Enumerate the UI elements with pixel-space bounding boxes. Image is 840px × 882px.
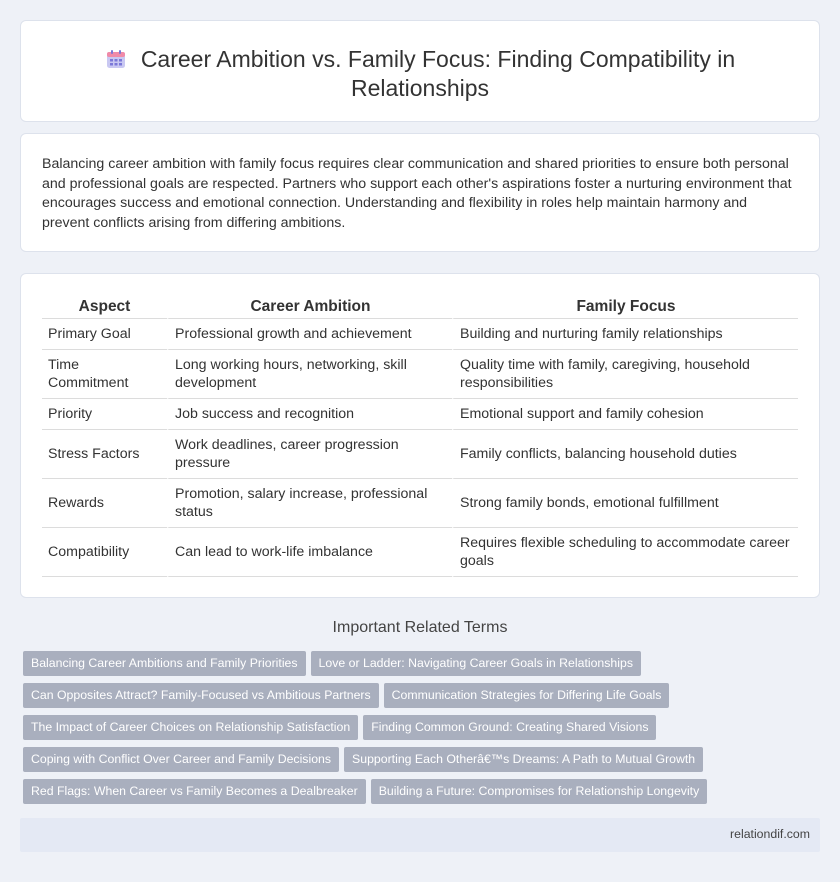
- cell-aspect: Priority: [42, 399, 167, 430]
- related-term-tag[interactable]: Red Flags: When Career vs Family Becomes a Dealbreaker: [23, 779, 366, 804]
- related-term-tag[interactable]: Supporting Each Otherâ€™s Dreams: A Path to Mutual Growth: [344, 747, 703, 772]
- cell-family: Strong family bonds, emotional fulfillment: [452, 479, 798, 528]
- table-row: [42, 430, 798, 479]
- cell-family: Building and nurturing family relationships: [452, 319, 798, 350]
- cell-family: Emotional support and family cohesion: [452, 399, 798, 430]
- cell-family: Quality time with family, caregiving, household responsibilities: [452, 350, 798, 399]
- table-row: [42, 479, 798, 528]
- title-card: [20, 20, 820, 122]
- cell-career: Long working hours, networking, skill development: [167, 350, 452, 399]
- cell-family: Requires flexible scheduling to accommodate career goals: [452, 528, 798, 577]
- related-terms-list: [23, 651, 823, 811]
- calendar-icon: [105, 48, 127, 70]
- table-header-row: [42, 295, 798, 319]
- table-row: [42, 350, 798, 399]
- related-term-tag[interactable]: Coping with Conflict Over Career and Family Decisions: [23, 747, 339, 772]
- related-term-tag[interactable]: Balancing Career Ambitions and Family Priorities: [23, 651, 306, 676]
- title-line-2: Relationships: [350, 75, 490, 101]
- related-terms-title: Important Related Terms: [332, 619, 508, 636]
- intro-text: Balancing career ambition with family focus requires clear communication and shared priorities to ensure both personal and professional goals are respected. Partners who support each other's aspirations foster a nurturing environment that encourages success and emotional connection. Understanding and flexibility in roles help maintain harmony and prevent conflicts arising from differing ambitions.: [42, 156, 792, 231]
- related-term-tag[interactable]: Building a Future: Compromises for Relationship Longevity: [371, 779, 708, 804]
- header-aspect: Aspect: [42, 295, 167, 319]
- cell-aspect: Time Commitment: [42, 350, 167, 399]
- footer-site-link[interactable]: relationdif.com: [730, 827, 810, 841]
- cell-family: Family conflicts, balancing household duties: [452, 430, 798, 479]
- related-term-tag[interactable]: Can Opposites Attract? Family-Focused vs Ambitious Partners: [23, 683, 379, 708]
- cell-career: Promotion, salary increase, professional status: [167, 479, 452, 528]
- intro-card: [20, 133, 820, 252]
- comparison-table: [42, 295, 798, 577]
- cell-career: Job success and recognition: [167, 399, 452, 430]
- table-row: [42, 399, 798, 430]
- cell-aspect: Compatibility: [42, 528, 167, 577]
- page-title: [21, 45, 819, 103]
- table-row: [42, 319, 798, 350]
- cell-career: Professional growth and achievement: [167, 319, 452, 350]
- related-term-tag[interactable]: Finding Common Ground: Creating Shared Visions: [363, 715, 656, 740]
- cell-career: Work deadlines, career progression pressure: [167, 430, 452, 479]
- related-term-tag[interactable]: Love or Ladder: Navigating Career Goals in Relationships: [311, 651, 641, 676]
- title-line-1: Career Ambition vs. Family Focus: Finding Compatibility in: [140, 46, 736, 72]
- related-term-tag[interactable]: The Impact of Career Choices on Relationship Satisfaction: [23, 715, 358, 740]
- cell-career: Can lead to work-life imbalance: [167, 528, 452, 577]
- cell-aspect: Stress Factors: [42, 430, 167, 479]
- cell-aspect: Primary Goal: [42, 319, 167, 350]
- header-family-focus: Family Focus: [452, 295, 798, 319]
- related-term-tag[interactable]: Communication Strategies for Differing Life Goals: [384, 683, 670, 708]
- footer-bar: [20, 818, 820, 852]
- comparison-card: [20, 273, 820, 598]
- cell-aspect: Rewards: [42, 479, 167, 528]
- table-row: [42, 528, 798, 577]
- header-career-ambition: Career Ambition: [167, 295, 452, 319]
